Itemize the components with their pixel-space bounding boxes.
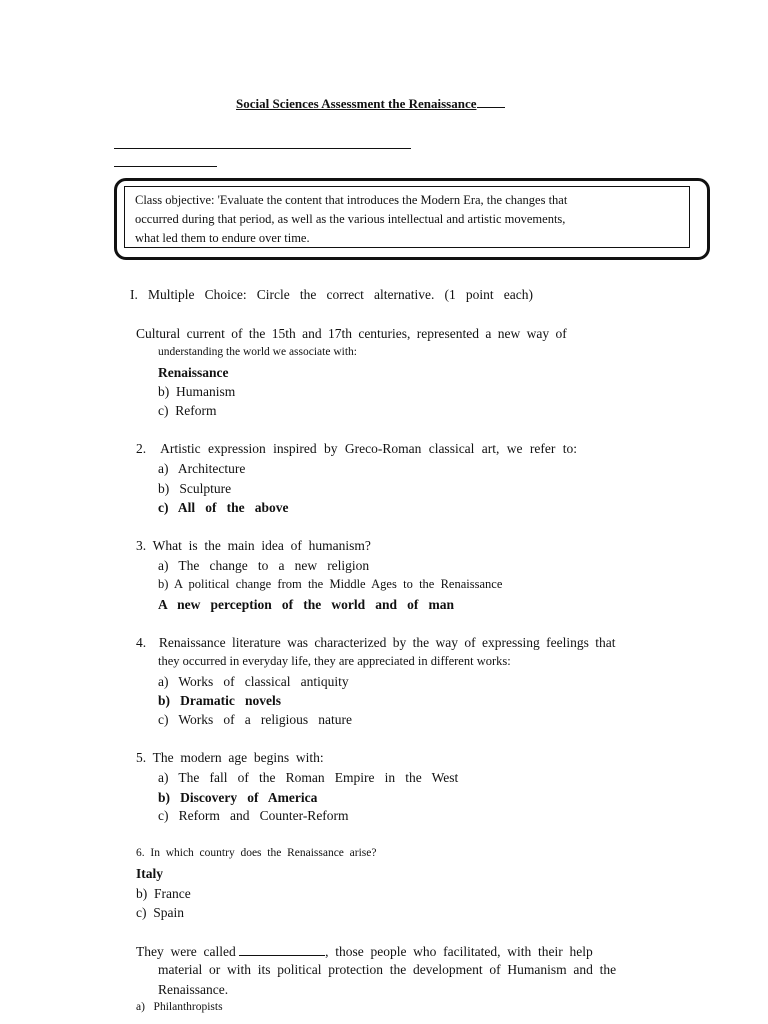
question-2-option-b[interactable]: b) Sculpture [158,481,232,496]
question-4-option-c[interactable]: c) Works of a religious nature [158,712,352,727]
question-5-text: 5. The modern age begins with: [136,750,324,765]
question-7-text-start: They were called [136,944,236,959]
question-4-text: 4. Renaissance literature was characterized by the way of expressing feelings that [136,635,616,650]
question-1-option-b[interactable]: b) Humanism [158,384,236,399]
question-2-option-c[interactable]: c) All of the above [158,500,289,515]
answer-blank[interactable] [239,943,325,956]
question-7-text-cont2: Renaissance. [158,982,229,997]
question-6-text: 6. In which country does the Renaissance arise? [136,847,377,859]
question-6-option-b[interactable]: b) France [136,886,191,901]
question-5-option-b[interactable]: b) Discovery of America [158,790,318,805]
date-blank-line [114,166,217,167]
question-4-text-cont: they occurred in everyday life, they are appreciated in different works: [158,654,511,668]
question-6-option-a[interactable]: Italy [136,866,163,881]
question-3-option-b[interactable]: b) A political change from the Middle Ages to the Renaissance [158,577,503,591]
question-3-option-a[interactable]: a) The change to a new religion [158,558,370,573]
question-4-option-a[interactable]: a) Works of classical antiquity [158,674,349,689]
question-7-text-cont: material or with its political protection the development of Humanism and the [158,962,617,977]
question-7-text-end: , those people who facilitated, with their help [325,944,593,959]
objective-line: Class objective: 'Evaluate the content that introduces the Modern Era, the changes that [135,193,568,207]
question-5-option-a[interactable]: a) The fall of the Roman Empire in the West [158,770,459,785]
section-heading: I. Multiple Choice: Circle the correct alternative. (1 point each) [130,287,533,302]
objective-line: occurred during that period, as well as the various intellectual and artistic movements, [135,212,566,226]
question-2-option-a[interactable]: a) Architecture [158,461,246,476]
question-5-option-c[interactable]: c) Reform and Counter-Reform [158,808,349,823]
question-6-option-c[interactable]: c) Spain [136,905,184,920]
question-1-option-c[interactable]: c) Reform [158,403,217,418]
page-title: Social Sciences Assessment the Renaissance [236,95,505,112]
question-3-text: 3. What is the main idea of humanism? [136,538,371,553]
question-2-text: 2. Artistic expression inspired by Greco-Roman classical art, we refer to: [136,441,578,456]
question-4-option-b[interactable]: b) Dramatic novels [158,693,281,708]
objective-box [124,186,690,248]
question-7-text [136,943,593,960]
title-underline [477,95,505,108]
question-3-option-c[interactable]: A new perception of the world and of man [158,597,455,612]
question-7-option-a[interactable]: a) Philanthropists [136,1001,223,1013]
question-1-text-cont: understanding the world we associate with: [158,346,357,358]
question-1-option-a[interactable]: Renaissance [158,365,229,380]
objective-line: what led them to endure over time. [135,231,310,245]
question-1-text: Cultural current of the 15th and 17th centuries, represented a new way of [136,326,567,341]
name-blank-line [114,148,411,149]
